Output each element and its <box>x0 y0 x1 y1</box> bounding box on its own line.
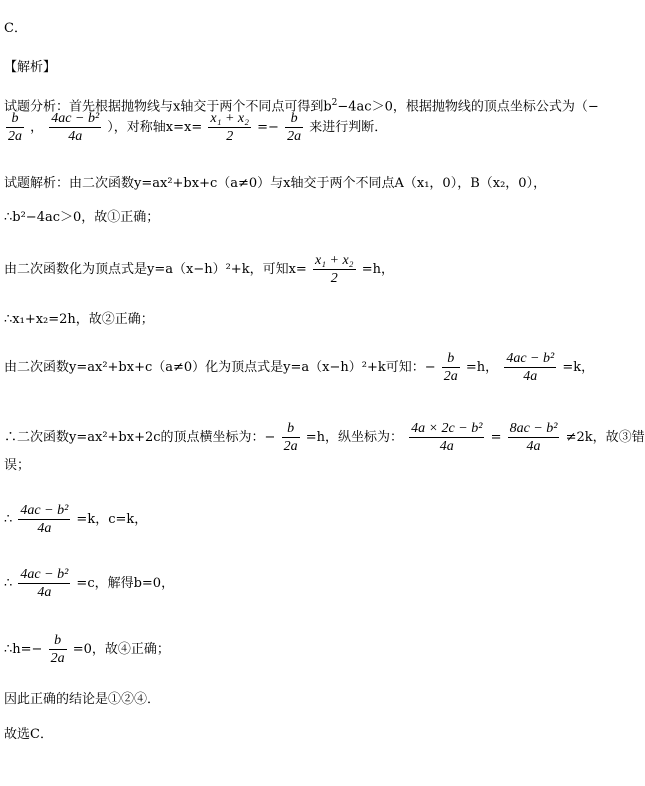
fraction: $\frac{b}{2a}$ <box>50 633 65 666</box>
answer-text: C． <box>4 21 27 36</box>
fraction: $\frac{\text{8ac − b²}}{4a}$ <box>509 421 558 454</box>
step-5: ∴二次函数y=ax²+bx+2c的顶点横坐标为：− $\frac{b}{2a}$ =h，纵坐标为： $\frac{\text{4a × 2c − b²}}{4a}$ = $\frac{\text{8ac − b²}}{4a}$ ≠2k，故③错 <box>4 421 645 454</box>
section-heading: 【解析】 <box>4 60 57 75</box>
fraction: $\frac{\text{4ac − b²}}{4a}$ <box>506 351 555 384</box>
step-8: ∴h=− $\frac{b}{2a}$ =0，故④正确； <box>4 633 170 666</box>
fraction: $\frac{\text{4ac − b²}}{4a}$ <box>51 111 100 144</box>
step-1: ∴b²−4ac＞0，故①正确； <box>4 210 160 225</box>
fraction: $\frac{\text{x₁ + x₂}}{2}$ <box>314 253 354 286</box>
solution-intro: 试题解析：由二次函数y=ax²+bx+c（a≠0）与x轴交于两个不同点A（x₁，0），B（x₂，0）， <box>4 176 547 191</box>
fraction: $\frac{b}{2a}$ <box>443 351 458 384</box>
final-answer: 故选C． <box>4 727 53 742</box>
fraction: $\frac{\text{4ac − b²}}{4a}$ <box>20 503 69 536</box>
step-7: ∴ $\frac{\text{4ac − b²}}{4a}$ =c，解得b=0， <box>4 567 175 600</box>
step-3: ∴x₁+x₂=2h，故②正确； <box>4 312 154 327</box>
fraction: $\frac{b}{2a}$ <box>8 111 22 144</box>
step-5-continued: 误； <box>4 458 31 473</box>
fraction: $\frac{\text{4ac − b²}}{4a}$ <box>20 567 69 600</box>
fraction: $\frac{b}{2a}$ <box>283 421 298 454</box>
step-4: 由二次函数y=ax²+bx+c（a≠0）化为顶点式是y=a（x−h）²+k可知：− $\frac{b}{2a}$ =h， $\frac{\text{4ac − b²}}{4a}$ =k， <box>4 351 595 384</box>
step-6: ∴ $\frac{\text{4ac − b²}}{4a}$ =k，c=k， <box>4 503 148 536</box>
fraction: $\frac{\text{4a × 2c − b²}}{4a}$ <box>411 421 483 454</box>
step-2: 由二次函数化为顶点式是y=a（x−h）²+k，可知x= $\frac{\text{x₁ + x₂}}{2}$ =h， <box>4 253 394 286</box>
fraction: $\frac{\text{x₁ + x₂}}{2}$ <box>210 111 249 144</box>
fraction: $\frac{b}{2a}$ <box>287 111 302 144</box>
conclusion-text: 因此正确的结论是①②④． <box>4 692 161 707</box>
analysis-line-1: 试题分析：首先根据抛物线与x轴交于两个不同点可得到$b^2-4ac>0$，根据抛物线的顶点坐标公式为（− <box>4 98 599 115</box>
analysis-line-2: $\frac{b}{2a}$ ， $\frac{\text{4ac − b²}}{4a}$ ），对称轴x=x= $\frac{\text{x₁ + x₂}}{2}$ =− $\frac{b}{2a}$ 来进行判断． <box>8 111 388 144</box>
